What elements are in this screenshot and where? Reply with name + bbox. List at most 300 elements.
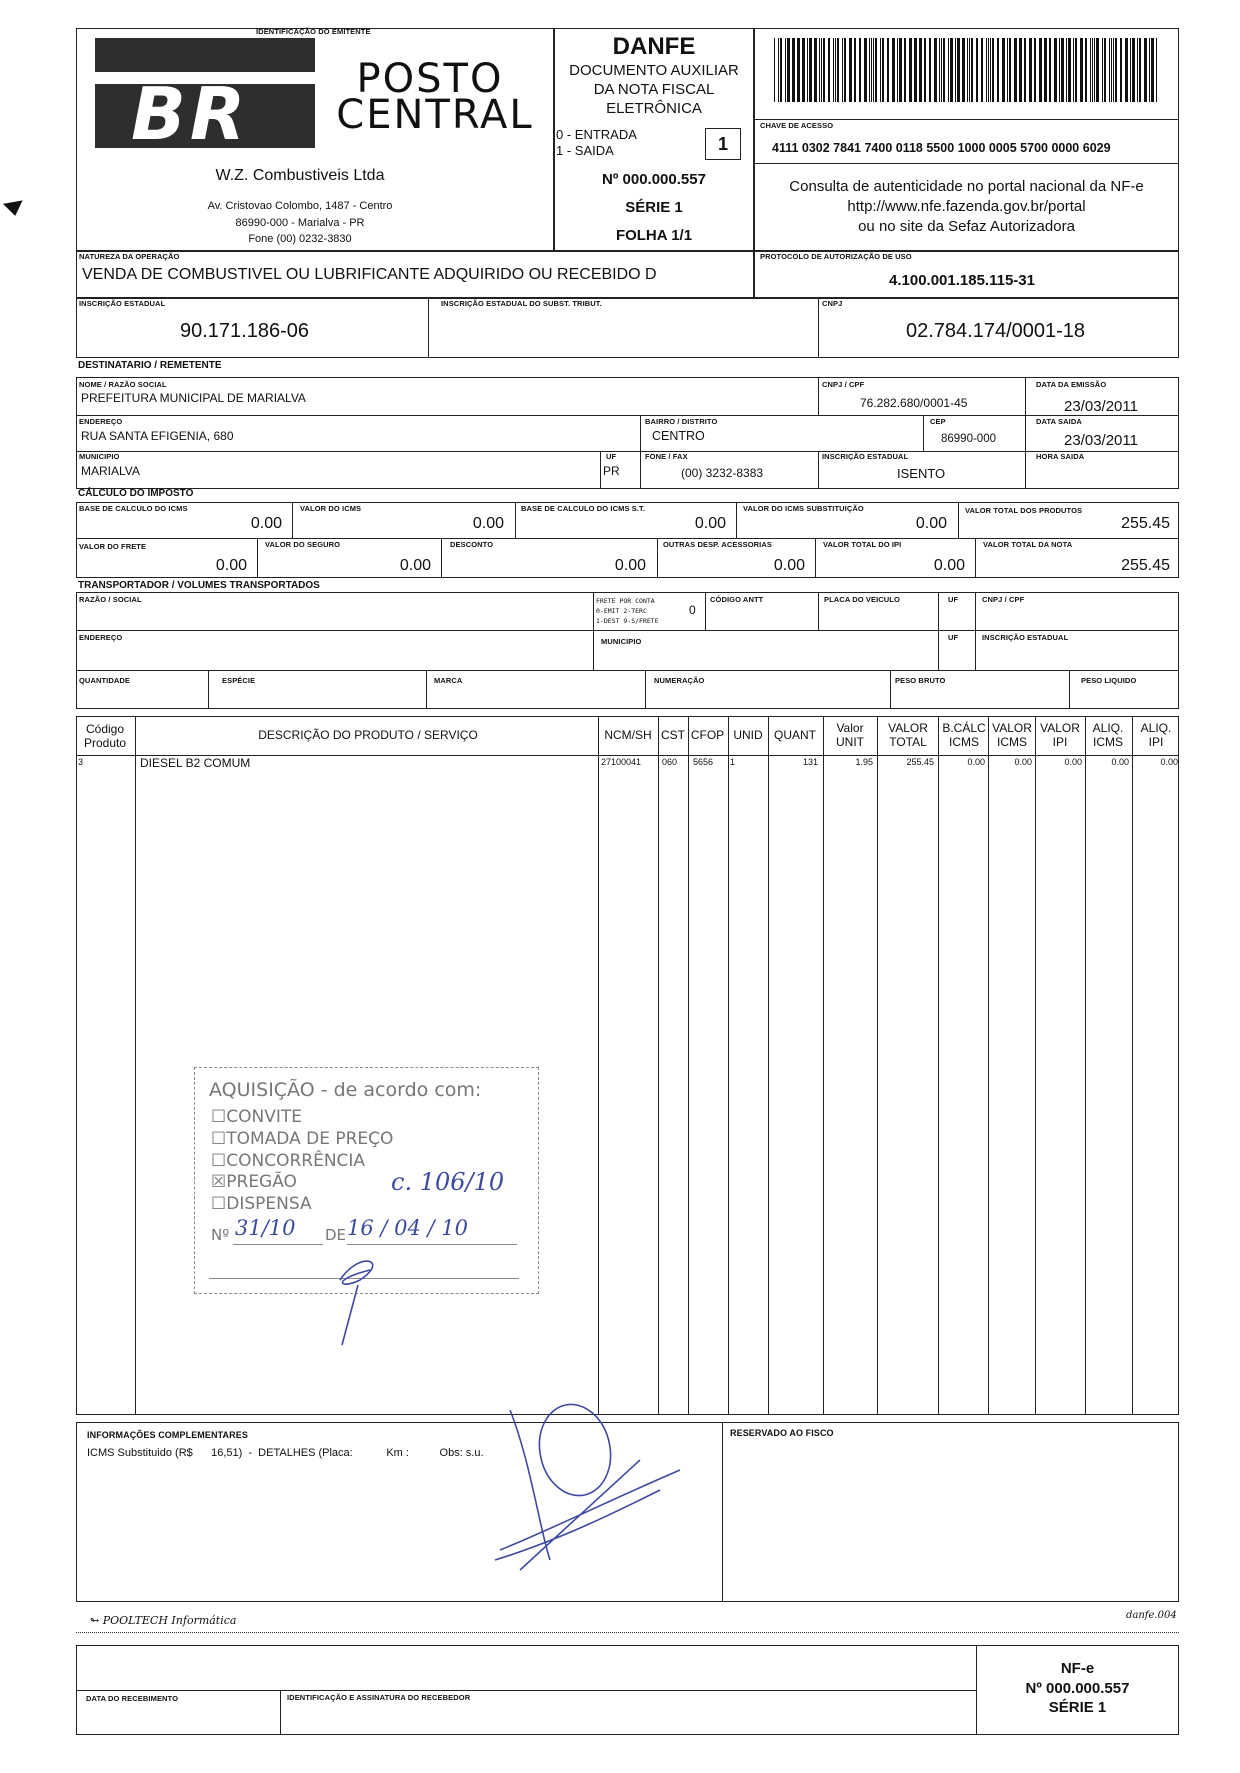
district-label: BAIRRO / DISTRITO <box>645 417 718 426</box>
products-column-line <box>688 716 689 1415</box>
ie-subst-label: INSCRIÇÃO ESTADUAL DO SUBST. TRIBUT. <box>441 299 602 308</box>
entry-option: 0 - ENTRADA <box>556 127 637 142</box>
invoice-total-label: VALOR TOTAL DA NOTA <box>983 540 1073 549</box>
recipient-address-value: RUA SANTA EFIGENIA, 680 <box>81 429 234 443</box>
company-phone: Fone (00) 0232-3830 <box>248 233 352 245</box>
barcode-bar <box>873 38 874 102</box>
tax-vline-1 <box>292 502 293 538</box>
barcode-bar <box>1139 38 1141 102</box>
recipient-vline-2 <box>1025 377 1026 489</box>
page-marker-icon <box>3 200 25 217</box>
receipt-nfe-series: SÉRIE 1 <box>1048 1699 1107 1716</box>
tax-vline-3 <box>736 502 737 538</box>
barcode-bar <box>1034 38 1036 102</box>
receipt-nfe-label: NF-e <box>1060 1660 1095 1677</box>
barcode-bar <box>1002 38 1005 102</box>
icms-st-base-value: 0.00 <box>694 515 726 532</box>
software-credit <box>90 1614 236 1627</box>
barcode-bar <box>1115 38 1117 102</box>
exit-option: 1 - SAIDA <box>556 143 614 158</box>
freight-label: VALOR DO FRETE <box>79 542 147 551</box>
transport-hline-2 <box>76 670 1179 671</box>
products-column-line <box>598 716 599 1415</box>
th-unit: UNID <box>733 728 763 742</box>
net-weight-label: PESO LIQUIDO <box>1081 676 1137 685</box>
barcode-bar <box>833 38 834 102</box>
barcode-bar <box>967 38 968 102</box>
danfe-sheet: FOLHA 1/1 <box>615 227 693 244</box>
transport-vline-8 <box>645 670 646 709</box>
transport-vline-5 <box>975 592 976 670</box>
recipient-vline-1 <box>818 377 819 415</box>
barcode-bar <box>1029 38 1032 102</box>
stamp-option-convite-label: CONVITE <box>226 1107 302 1127</box>
barcode-bar <box>1061 38 1064 102</box>
barcode-bar <box>778 38 779 102</box>
recipient-vline-6 <box>640 451 641 489</box>
district-value: CENTRO <box>652 429 705 443</box>
barcode-bar <box>1156 38 1157 102</box>
barcode-bar <box>854 38 856 102</box>
cep-label: CEP <box>930 417 946 426</box>
barcode-bar <box>950 38 953 102</box>
city-label: MUNICIPIO <box>79 452 120 461</box>
barcode-bar <box>807 38 808 102</box>
insurance-value: 0.00 <box>399 557 431 574</box>
barcode-bar <box>1066 38 1067 102</box>
barcode-bar <box>1094 38 1095 102</box>
carrier-cnpj-label: CNPJ / CPF <box>982 595 1025 604</box>
complementary-text: ICMS Substituido (R$ 16,51) - DETALHES (Placa: Km : Obs: s.u. <box>87 1447 484 1459</box>
barcode-bar <box>919 38 922 102</box>
barcode-bar <box>864 38 867 102</box>
stamp-pregao-note: c. 106/10 <box>391 1168 505 1196</box>
barcode-bar <box>986 38 987 102</box>
barcode-bar <box>914 38 917 102</box>
freight-value: 0.00 <box>215 557 247 574</box>
barcode-bar <box>992 38 994 102</box>
icms-base-value: 0.00 <box>250 515 282 532</box>
barcode-bar <box>1073 38 1074 102</box>
barcode-bar <box>997 38 999 102</box>
carrier-name-label: RAZÃO / SOCIAL <box>79 595 142 604</box>
ie-divider-1 <box>428 298 429 358</box>
barcode-bar <box>1096 38 1099 102</box>
transport-vline-9 <box>890 670 891 709</box>
barcode-bar <box>859 38 861 102</box>
barcode-bar <box>899 38 902 102</box>
freight-mode-value: 0 <box>689 603 696 617</box>
product-cell-icms-value: 0.00 <box>1014 757 1032 767</box>
br-logo <box>95 38 315 156</box>
barcode-bar <box>1113 38 1114 102</box>
barcode-bar <box>939 38 940 102</box>
barcode-bar <box>943 38 945 102</box>
other-expenses-label: OUTRAS DESP. ACESSORIAS <box>663 540 772 549</box>
product-cell-icms-base: 0.00 <box>967 757 985 767</box>
barcode-bar <box>809 38 812 102</box>
product-cell-cst: 060 <box>662 757 678 767</box>
barcode-bar <box>821 38 822 102</box>
barcode-bar <box>1092 38 1093 102</box>
barcode-bar <box>981 38 983 102</box>
phone-value: (00) 3232-8383 <box>681 466 764 480</box>
product-cell-ipi-value: 0.00 <box>1064 757 1082 767</box>
barcode-bar <box>880 38 881 102</box>
barcode-bar <box>1120 38 1122 102</box>
company-address-2: 86990-000 - Marialva - PR <box>235 217 365 229</box>
transport-vline-2 <box>705 592 706 630</box>
th-ipi-value: VALOR IPI <box>1040 721 1080 749</box>
stamp-option-pregao-label: PREGÃO <box>226 1172 297 1192</box>
products-column-line <box>1085 716 1086 1415</box>
barcode-bar <box>842 38 843 102</box>
barcode-bar <box>962 38 965 102</box>
exit-time-label: HORA SAIDA <box>1036 452 1085 461</box>
product-cell-icms-rate: 0.00 <box>1111 757 1129 767</box>
stamp-option-dispensa: ☐DISPENSA <box>211 1194 312 1214</box>
freight-mode-line-3: 1-DEST 9-S/FRETE <box>596 617 659 625</box>
barcode-bar <box>1068 38 1071 102</box>
transport-vline-10 <box>1069 670 1070 709</box>
product-cell-qty: 131 <box>802 757 818 767</box>
barcode-bar <box>828 38 830 102</box>
antt-label: CÓDIGO ANTT <box>710 595 764 604</box>
products-column-line <box>988 716 989 1415</box>
software-name: POOLTECH Informática <box>102 1614 237 1627</box>
access-divider-1 <box>754 119 1179 120</box>
form-code: danfe.004 <box>1126 1610 1177 1621</box>
barcode-bar <box>957 38 960 102</box>
barcode-bar <box>780 38 782 102</box>
barcode-bar <box>814 38 817 102</box>
barcode-bar <box>1075 38 1077 102</box>
stamp-number-prefix: Nº <box>211 1226 230 1244</box>
ipi-total-label: VALOR TOTAL DO IPI <box>823 540 902 549</box>
brand-central: CENTRAL <box>336 92 534 138</box>
icms-subst-value: 0.00 <box>915 515 947 532</box>
volume-species-label: ESPÉCIE <box>222 676 256 685</box>
icms-value-value: 0.00 <box>472 515 504 532</box>
nature-value: VENDA DE COMBUSTIVEL OU LUBRIFICANTE ADQUIRIDO OU RECEBIDO D <box>82 266 657 283</box>
barcode-bar <box>1149 38 1150 102</box>
barcode-bar <box>1102 38 1103 102</box>
icms-st-base-label: BASE DE CALCULO DO ICMS S.T. <box>521 504 646 513</box>
uf-value: PR <box>603 464 620 478</box>
barcode-bar <box>1007 38 1008 102</box>
receipt-nfe-number: Nº 000.000.557 <box>1025 1680 1130 1697</box>
danfe-title: DANFE <box>612 33 696 60</box>
access-key-value: 4111 0302 7841 7400 0118 5500 1000 0005 5700 0000 6029 <box>772 141 1111 155</box>
th-cfop: CFOP <box>690 728 725 742</box>
icms-subst-label: VALOR DO ICMS SUBSTITUIÇÃO <box>743 504 864 513</box>
freight-mode-line-1: FRETE POR CONTA <box>596 597 655 605</box>
barcode-bar <box>1019 38 1022 102</box>
tax-vline-2 <box>515 502 516 538</box>
barcode-bar <box>835 38 836 102</box>
th-cst: CST <box>661 728 685 742</box>
danfe-subtitle-1: DOCUMENTO AUXILIAR <box>569 62 739 79</box>
consult-line-3: ou no site da Sefaz Autorizadora <box>858 218 1075 235</box>
carrier-ie-label: INSCRIÇÃO ESTADUAL <box>982 633 1069 642</box>
invoice-total-value: 255.45 <box>1121 557 1170 574</box>
barcode-bar <box>1090 38 1091 102</box>
carrier-city-label: MUNICIPIO <box>601 637 642 646</box>
access-divider-2 <box>754 163 1179 164</box>
products-column-line <box>728 716 729 1415</box>
volume-numbering-label: NUMERAÇÃO <box>654 676 705 685</box>
products-column-line <box>823 716 824 1415</box>
tax-vline-6 <box>441 538 442 578</box>
barcode-bar <box>1130 38 1131 102</box>
barcode-bar <box>819 38 820 102</box>
barcode-bar <box>1039 38 1042 102</box>
complementary-divider <box>722 1422 723 1602</box>
barcode-bar <box>1009 38 1011 102</box>
stamp-option-dispensa-label: DISPENSA <box>226 1194 312 1214</box>
recipient-ie-label: INSCRIÇÃO ESTADUAL <box>822 452 909 461</box>
emitter-section-label: IDENTIFICAÇÃO DO EMITENTE <box>256 27 371 36</box>
recipient-name-value: PREFEITURA MUNICIPAL DE MARIALVA <box>81 391 306 405</box>
recipient-vline-3 <box>640 415 641 451</box>
transport-hline-1 <box>76 630 1179 631</box>
stamp-title: AQUISIÇÃO - de acordo com: <box>209 1079 482 1101</box>
product-cell-ipi-rate: 0.00 <box>1160 757 1178 767</box>
recipient-name-label: NOME / RAZÃO SOCIAL <box>79 380 167 389</box>
barcode-bar <box>1054 38 1057 102</box>
logo-text: BR <box>131 72 250 156</box>
operation-type-box <box>705 128 741 160</box>
th-code: Código Produto <box>83 722 127 750</box>
barcode-bar <box>909 38 912 102</box>
volume-qty-label: QUANTIDADE <box>79 676 130 685</box>
stamp-signature <box>320 1240 410 1350</box>
icms-base-label: BASE DE CALCULO DO ICMS <box>79 504 188 513</box>
barcode-bar <box>797 38 800 102</box>
other-expenses-value: 0.00 <box>773 557 805 574</box>
th-ipi-rate: ALIQ. IPI <box>1140 721 1172 749</box>
barcode-bar <box>1125 38 1128 102</box>
barcode-bar <box>892 38 895 102</box>
barcode-bar <box>1144 38 1147 102</box>
stamp-option-concorrencia-label: CONCORRÊNCIA <box>226 1151 366 1171</box>
handwritten-signature <box>490 1400 690 1580</box>
transport-vline-4 <box>938 592 939 670</box>
barcode-bar <box>1044 38 1047 102</box>
stamp-option-concorrencia: ☐CONCORRÊNCIA <box>211 1151 366 1171</box>
issue-date-value: 23/03/2011 <box>1064 398 1138 415</box>
barcode-bar <box>802 38 805 102</box>
carrier-address-label: ENDEREÇO <box>79 633 123 642</box>
freight-mode-line-2: 0-EMIT 2-TERC <box>596 607 647 615</box>
product-cell-cfop: 5656 <box>693 757 714 767</box>
recipient-cnpj-label: CNPJ / CPF <box>822 380 865 389</box>
product-cell-code: 3 <box>78 757 84 767</box>
receiver-id-label: IDENTIFICAÇÃO E ASSINATURA DO RECEBEDOR <box>287 1693 471 1702</box>
barcode-bar <box>929 38 931 102</box>
products-column-line <box>768 716 769 1415</box>
stamp-number-value: 31/10 <box>235 1216 296 1240</box>
barcode-bar <box>1014 38 1017 102</box>
recipient-section-label: DESTINATARIO / REMETENTE <box>78 360 222 371</box>
discount-value: 0.00 <box>614 557 646 574</box>
tax-vline-9 <box>975 538 976 578</box>
protocol-value: 4.100.001.185.115-31 <box>889 272 1035 289</box>
barcode-bar <box>792 38 795 102</box>
stamp-option-pregao: ☒PREGÃO <box>211 1172 297 1192</box>
barcode-bar <box>823 38 825 102</box>
barcode-bar <box>882 38 884 102</box>
plate-label: PLACA DO VEICULO <box>824 595 900 604</box>
barcode-bar <box>969 38 970 102</box>
barcode <box>774 38 1159 102</box>
products-column-line <box>658 716 659 1415</box>
recipient-address-label: ENDEREÇO <box>79 417 123 426</box>
barcode-bar <box>871 38 872 102</box>
ie-label: INSCRIÇÃO ESTADUAL <box>79 299 166 308</box>
recipient-cnpj-value: 76.282.680/0001-45 <box>860 396 968 410</box>
received-date-label: DATA DO RECEBIMENTO <box>86 1694 179 1703</box>
barcode-bar <box>1137 38 1138 102</box>
barcode-bar <box>1085 38 1087 102</box>
carrier-uf2-label: UF <box>948 633 959 642</box>
danfe-subtitle-2: DA NOTA FISCAL <box>593 81 715 98</box>
operation-type-value: 1 <box>717 134 728 154</box>
th-ncm: NCM/SH <box>604 728 652 742</box>
th-icms-rate: ALIQ. ICMS <box>1092 721 1124 749</box>
stamp-number-line <box>233 1244 323 1245</box>
recipient-vline-4 <box>923 415 924 451</box>
stamp-option-tomada-label: TOMADA DE PREÇO <box>226 1129 394 1149</box>
barcode-bar <box>1111 38 1112 102</box>
barcode-bar <box>875 38 877 102</box>
danfe-subtitle-3: ELETRÔNICA <box>606 100 702 117</box>
barcode-bar <box>1024 38 1026 102</box>
recipient-hline-1 <box>76 415 1179 416</box>
recipient-vline-5 <box>600 451 601 489</box>
barcode-bar <box>787 38 790 102</box>
barcode-bar <box>1104 38 1106 102</box>
software-icon: ↬ <box>90 1614 103 1627</box>
tax-vline-8 <box>815 538 816 578</box>
carrier-uf-label: UF <box>948 595 959 604</box>
ie-value: 90.171.186-06 <box>180 320 310 342</box>
stamp-date-value: 16 / 04 / 10 <box>347 1216 469 1240</box>
transport-vline-6 <box>208 670 209 709</box>
transport-vline-3 <box>818 592 819 630</box>
barcode-bar <box>785 38 786 102</box>
icms-value-label: VALOR DO ICMS <box>300 504 362 513</box>
barcode-bar <box>1059 38 1060 102</box>
tax-hline <box>76 538 1179 539</box>
ie-divider-2 <box>818 298 819 358</box>
th-qty: QUANT <box>774 728 816 742</box>
nature-label: NATUREZA DA OPERAÇÃO <box>79 252 180 261</box>
barcode-bar <box>844 38 846 102</box>
products-column-line <box>877 716 878 1415</box>
access-key-label: CHAVE DE ACESSO <box>760 121 834 130</box>
products-column-line <box>135 716 136 1415</box>
barcode-bar <box>976 38 978 102</box>
barcode-bar <box>837 38 839 102</box>
barcode-bar <box>897 38 898 102</box>
discount-label: DESCONTO <box>450 540 494 549</box>
product-cell-ncm: 27100041 <box>601 757 642 767</box>
barcode-bar <box>924 38 926 102</box>
barcode-bar <box>1049 38 1051 102</box>
th-total: VALOR TOTAL <box>888 721 928 749</box>
barcode-bar <box>1132 38 1135 102</box>
reserved-label: RESERVADO AO FISCO <box>730 1428 834 1438</box>
barcode-bar <box>971 38 973 102</box>
product-cell-unit-value: 1.95 <box>855 757 873 767</box>
tax-vline-4 <box>958 502 959 538</box>
products-column-line <box>938 716 939 1415</box>
insurance-label: VALOR DO SEGURO <box>265 540 341 549</box>
uf-label: UF <box>606 452 617 461</box>
complementary-label: INFORMAÇÕES COMPLEMENTARES <box>87 1430 248 1440</box>
barcode-bar <box>934 38 937 102</box>
cut-line <box>76 1632 1179 1633</box>
barcode-bar <box>1151 38 1154 102</box>
barcode-bar <box>1109 38 1110 102</box>
company-address-1: Av. Cristovao Colombo, 1487 - Centro <box>207 200 393 212</box>
products-column-line <box>1035 716 1036 1415</box>
barcode-bar <box>948 38 949 102</box>
transport-vline-1 <box>593 592 594 670</box>
recipient-ie-value: ISENTO <box>897 466 946 481</box>
volume-brand-label: MARCA <box>434 676 463 685</box>
gross-weight-label: PESO BRUTO <box>895 676 946 685</box>
company-name: W.Z. Combustiveis Ltda <box>215 167 385 184</box>
barcode-bar <box>887 38 889 102</box>
barcode-bar <box>955 38 956 102</box>
transport-section-label: TRANSPORTADOR / VOLUMES TRANSPORTADOS <box>78 580 320 591</box>
city-value: MARIALVA <box>81 464 140 478</box>
exit-date-value: 23/03/2011 <box>1064 432 1138 449</box>
barcode-bar <box>774 38 775 102</box>
phone-label: FONE / FAX <box>645 452 688 461</box>
barcode-bar <box>904 38 906 102</box>
consult-line-2: http://www.nfe.fazenda.gov.br/portal <box>847 198 1086 215</box>
barcode-bar <box>990 38 991 102</box>
protocol-label: PROTOCOLO DE AUTORIZAÇÃO DE USO <box>760 252 912 261</box>
issue-date-label: DATA DA EMISSÃO <box>1036 380 1107 389</box>
barcode-bar <box>988 38 989 102</box>
product-cell-description: DIESEL B2 COMUM <box>140 756 251 770</box>
cep-value: 86990-000 <box>941 433 996 445</box>
stamp-date-prefix: DE <box>325 1226 347 1244</box>
stamp-option-tomada: ☐TOMADA DE PREÇO <box>211 1129 394 1149</box>
exit-date-label: DATA SAIDA <box>1036 417 1082 426</box>
danfe-series: SÉRIE 1 <box>625 199 683 216</box>
th-icms-value: VALOR ICMS <box>992 721 1032 749</box>
tax-section-label: CÁLCULO DO IMPOSTO <box>78 488 194 499</box>
tax-vline-7 <box>657 538 658 578</box>
barcode-bar <box>1080 38 1083 102</box>
receipt-vline-1 <box>280 1690 281 1735</box>
th-icms-base: B.CÁLC ICMS <box>942 721 986 749</box>
stamp-option-convite: ☐CONVITE <box>211 1107 302 1127</box>
product-cell-total: 255.45 <box>906 757 934 767</box>
tax-vline-5 <box>257 538 258 578</box>
recipient-hline-2 <box>76 451 1179 452</box>
products-table <box>76 716 1179 1415</box>
barcode-bar <box>941 38 942 102</box>
receipt-hline <box>76 1690 976 1691</box>
product-cell-unit: 1 <box>730 757 736 767</box>
barcode-bar <box>869 38 870 102</box>
